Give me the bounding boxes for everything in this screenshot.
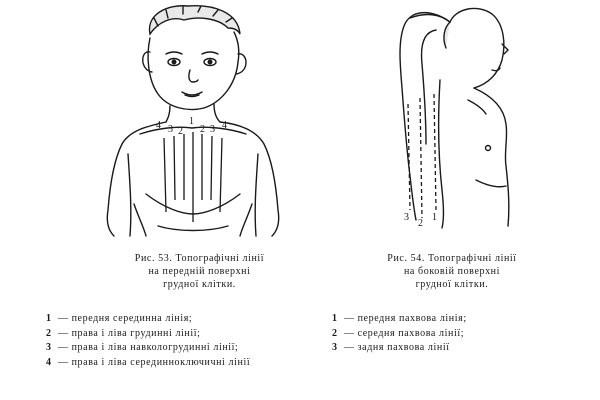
side-line-label: 2 [418, 218, 423, 229]
front-line-label: 4 [156, 120, 161, 131]
front-line-label: 3 [210, 124, 215, 135]
figure-caption-53 [102, 252, 297, 291]
caption-line: Рис. 54. Топографічні лінії [387, 253, 517, 264]
legend-number: 2 [46, 327, 52, 339]
figure-side-chest [380, 4, 545, 230]
legend-item [46, 312, 336, 327]
legend-number: 1 [46, 313, 52, 324]
caption-line: грудної клітки. [415, 279, 489, 290]
legend-dash: — [58, 356, 69, 368]
legend-item [46, 341, 336, 356]
front-line-label: 2 [200, 124, 205, 135]
legend-dash: — [344, 327, 355, 339]
front-line-label: 1 [189, 116, 194, 127]
front-line-label: 3 [168, 124, 173, 135]
legend-number: 2 [332, 327, 338, 339]
figure-front-chest [88, 4, 303, 240]
legend-text: середня пахвова лінії; [357, 327, 465, 339]
caption-line: грудної клітки. [163, 279, 236, 290]
caption-line: на боковій поверхні [403, 266, 501, 277]
legend-text: права і ліва грудинні лінії; [71, 327, 201, 339]
legend-item [332, 312, 572, 327]
legend-text: передня серединна лінія; [71, 313, 193, 324]
legend-text: права і ліва навкологрудинні лінії; [71, 342, 239, 353]
legend-item [46, 356, 336, 371]
front-line-label: 4 [222, 120, 227, 131]
legend-dash: — [344, 313, 355, 324]
legend-front-lines [46, 312, 336, 370]
legend-text: права і ліва серединноключичні лінії [71, 356, 251, 368]
front-chest-illustration [88, 4, 303, 240]
legend-number: 3 [46, 342, 52, 353]
legend-text: задня пахвова лінії [357, 342, 450, 353]
legend-text: передня пахвова лінія; [357, 313, 467, 324]
legend-dash: — [58, 313, 69, 324]
legend-dash: — [58, 342, 69, 353]
legend-number: 4 [46, 356, 52, 368]
legend-item [46, 327, 336, 342]
legend-item [332, 341, 572, 356]
caption-line: на передній поверхні [148, 266, 251, 277]
legend-dash: — [58, 327, 69, 339]
front-line-label: 2 [178, 126, 183, 137]
legend-side-lines [332, 312, 572, 356]
legend-dash: — [344, 342, 355, 353]
side-line-label: 3 [404, 212, 409, 223]
legend-item [332, 327, 572, 342]
side-line-label: 1 [432, 212, 437, 223]
figure-caption-54 [352, 252, 552, 291]
side-chest-illustration [380, 4, 545, 230]
caption-line: Рис. 53. Топографічні лінії [134, 253, 265, 264]
legend-number: 3 [332, 342, 338, 353]
legend-number: 1 [332, 313, 338, 324]
